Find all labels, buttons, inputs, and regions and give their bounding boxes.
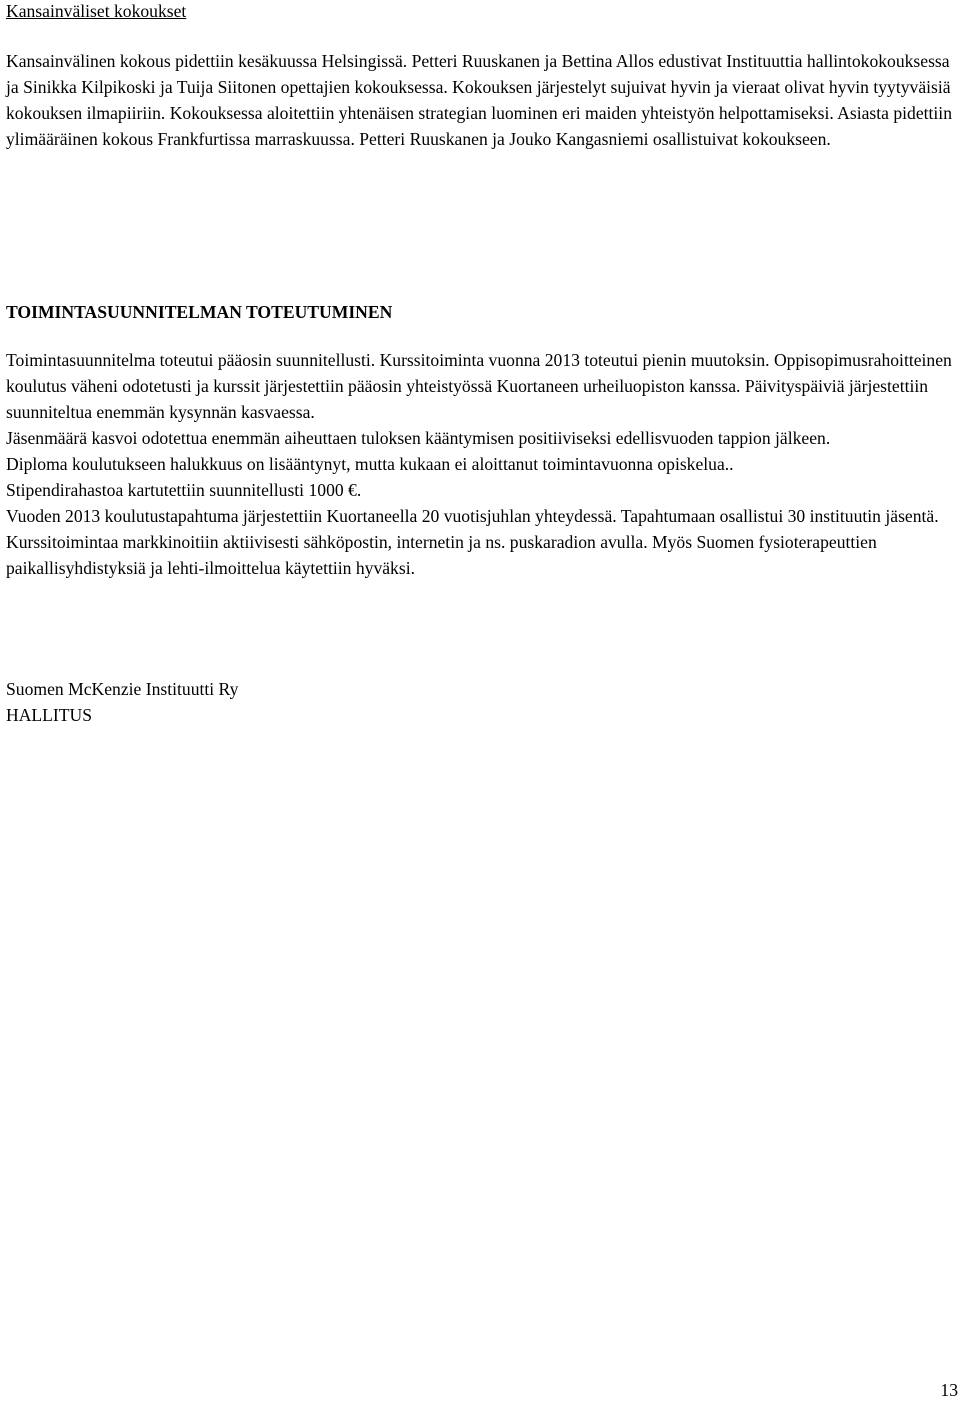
- international-meetings-paragraph: Kansainvälinen kokous pidettiin kesäkuussa Helsingissä. Petteri Ruuskanen ja Bettina Allos edustivat Instituuttia hallintokokouksessa ja Sinikka Kilpikoski ja Tuija Siitonen opettajien kokouksessa. Kokouksen järjestelyt sujuivat hyvin ja vieraat olivat hyvin tyytyväisiä kokouksen ilmapiiriin. Kokouksessa aloitettiin yhtenäisen strategian luominen eri maiden yhteistyön helpottamiseksi. Asiasta pidettiin ylimääräinen kokous Frankfurtissa marraskuussa. Petteri Ruuskanen ja Jouko Kangasniemi osallistuivat kokoukseen.: [6, 51, 952, 149]
- signature-organization: Suomen McKenzie Instituutti Ry: [6, 679, 239, 699]
- signature-block: [6, 676, 238, 728]
- implementation-body: [6, 347, 956, 581]
- implementation-paragraph-2: Jäsenmäärä kasvoi odotettua enemmän aiheuttaen tuloksen kääntymisen positiiviseksi edellisvuoden tappion jälkeen.: [6, 428, 831, 448]
- international-meetings-heading: Kansainväliset kokoukset: [6, 1, 187, 21]
- signature-board: HALLITUS: [6, 705, 93, 725]
- page-number: 13: [940, 1380, 958, 1400]
- implementation-paragraph-6: Kurssitoimintaa markkinoitiin aktiivisesti sähköpostin, internetin ja ns. puskaradion avulla. Myös Suomen fysioterapeuttien paikallisyhdistyksiä ja lehti-ilmoittelua käytettiin hyväksi.: [6, 532, 877, 578]
- implementation-paragraph-3: Diploma koulutukseen halukkuus on lisääntynyt, mutta kukaan ei aloittanut toimintavuonna opiskelua..: [6, 454, 734, 474]
- implementation-paragraph-5: Vuoden 2013 koulutustapahtuma järjestettiin Kuortaneella 20 vuotisjuhlan yhteydessä. Tapahtumaan osallistui 30 instituutin jäsentä.: [6, 506, 939, 526]
- implementation-paragraph-1: Toimintasuunnitelma toteutui pääosin suunnitellusti. Kurssitoiminta vuonna 2013 toteutui pienin muutoksin. Oppisopimusrahoitteinen koulutus väheni odotetusti ja kurssit järjestettiin pääosin yhteistyössä Kuortaneen urheiluopiston kanssa. Päivityspäiviä järjestettiin suunniteltua enemmän kysynnän kasvaessa.: [6, 350, 952, 422]
- implementation-heading: TOIMINTASUUNNITELMAN TOTEUTUMINEN: [6, 302, 393, 322]
- implementation-paragraph-4: Stipendirahastoa kartutettiin suunnitellusti 1000 €.: [6, 480, 362, 500]
